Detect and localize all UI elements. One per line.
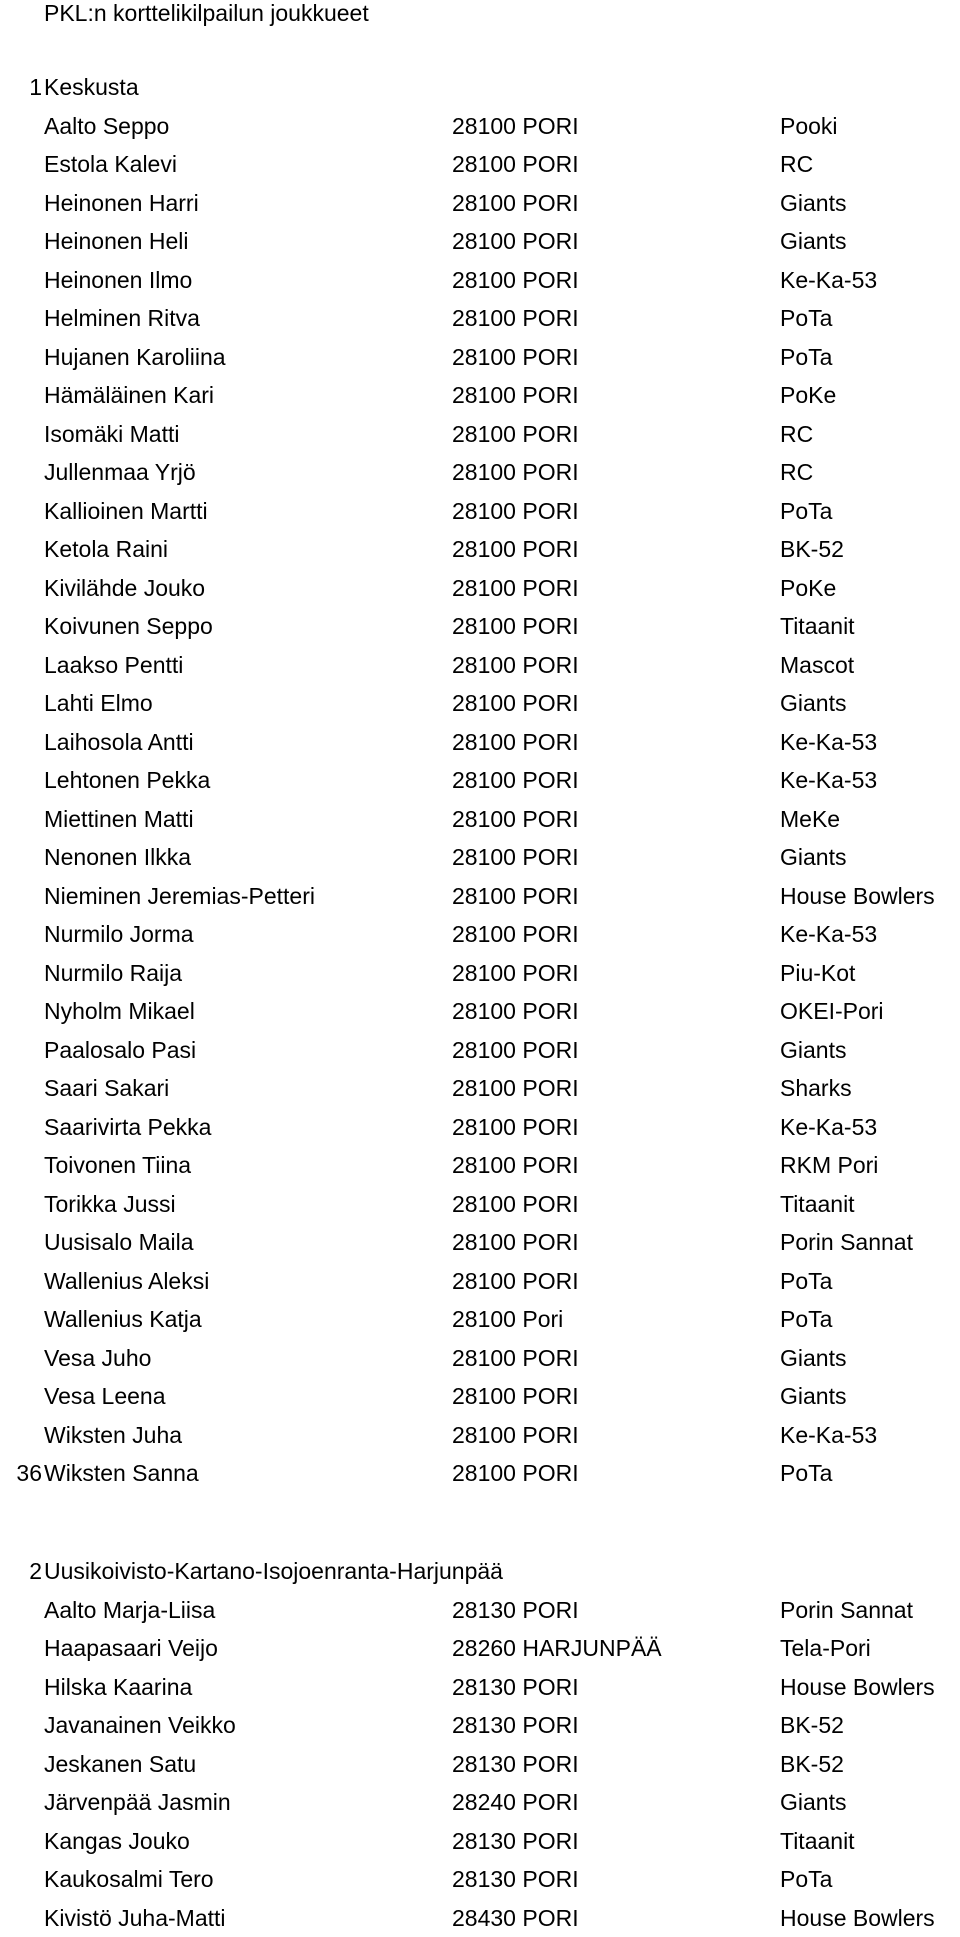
member-name: Koivunen Seppo xyxy=(44,613,213,639)
member-club: Ke-Ka-53 xyxy=(780,267,878,293)
member-address: 28100 PORI xyxy=(452,806,579,832)
member-club: PoKe xyxy=(780,382,837,408)
member-club: Titaanit xyxy=(780,1828,855,1854)
member-club: Giants xyxy=(780,228,847,254)
member-club: OKEI-Pori xyxy=(780,998,884,1024)
member-address: 28100 PORI xyxy=(452,575,579,601)
member-address: 28100 PORI xyxy=(452,883,579,909)
member-club: PoKe xyxy=(780,575,837,601)
group-heading xyxy=(0,68,960,106)
member-name: Vesa Juho xyxy=(44,1345,152,1371)
member-club: BK-52 xyxy=(780,1751,844,1777)
member-name: Estola Kalevi xyxy=(44,151,177,177)
member-club: MeKe xyxy=(780,806,841,832)
member-row xyxy=(0,800,960,838)
member-row xyxy=(0,915,960,953)
member-club: RKM Pori xyxy=(780,1152,879,1178)
member-address: 28100 PORI xyxy=(452,536,579,562)
member-address: 28100 PORI xyxy=(452,1037,579,1063)
member-club: RC xyxy=(780,151,814,177)
member-row xyxy=(0,184,960,222)
member-row xyxy=(0,1300,960,1338)
member-club: Pooki xyxy=(780,113,838,139)
member-address: 28100 PORI xyxy=(452,382,579,408)
member-row xyxy=(0,838,960,876)
member-address: 28100 PORI xyxy=(452,1229,579,1255)
member-address: 28100 Pori xyxy=(452,1306,564,1332)
member-name: Nieminen Jeremias-Petteri xyxy=(44,883,315,909)
member-address: 28130 PORI xyxy=(452,1751,579,1777)
member-row xyxy=(0,107,960,145)
member-name: Wiksten Sanna xyxy=(44,1460,199,1486)
member-name: Heinonen Ilmo xyxy=(44,267,193,293)
member-club: PoTa xyxy=(780,1306,833,1332)
member-name: Miettinen Matti xyxy=(44,806,194,832)
member-row xyxy=(0,1223,960,1261)
member-row xyxy=(0,261,960,299)
member-name: Kaukosalmi Tero xyxy=(44,1866,214,1892)
member-row xyxy=(0,1860,960,1898)
group-number: 1 xyxy=(29,74,42,100)
member-name: Haapasaari Veijo xyxy=(44,1635,218,1661)
member-row xyxy=(0,684,960,722)
member-club: Giants xyxy=(780,690,847,716)
member-club: Giants xyxy=(780,1383,847,1409)
member-name: Toivonen Tiina xyxy=(44,1152,192,1178)
member-club: Ke-Ka-53 xyxy=(780,1114,878,1140)
member-row xyxy=(0,1822,960,1860)
member-address: 28100 PORI xyxy=(452,960,579,986)
member-club: BK-52 xyxy=(780,536,844,562)
member-row xyxy=(0,1108,960,1146)
member-name: Helminen Ritva xyxy=(44,305,200,331)
member-address: 28100 PORI xyxy=(452,729,579,755)
member-address: 28130 PORI xyxy=(452,1597,579,1623)
member-name: Aalto Seppo xyxy=(44,113,170,139)
member-address: 28100 PORI xyxy=(452,1075,579,1101)
member-name: Kivilähde Jouko xyxy=(44,575,206,601)
member-row xyxy=(0,492,960,530)
member-row xyxy=(0,1745,960,1783)
member-club: BK-52 xyxy=(780,1712,844,1738)
member-row xyxy=(0,1706,960,1744)
member-address: 28100 PORI xyxy=(452,267,579,293)
member-name: Nurmilo Raija xyxy=(44,960,183,986)
member-row xyxy=(0,1339,960,1377)
member-club: Titaanit xyxy=(780,1191,855,1217)
member-name: Wallenius Aleksi xyxy=(44,1268,210,1294)
member-name: Lehtonen Pekka xyxy=(44,767,211,793)
member-address: 28100 PORI xyxy=(452,459,579,485)
member-address: 28100 PORI xyxy=(452,921,579,947)
member-address: 28100 PORI xyxy=(452,190,579,216)
group-name: Keskusta xyxy=(44,74,139,100)
member-name: Hämäläinen Kari xyxy=(44,382,215,408)
member-address: 28260 HARJUNPÄÄ xyxy=(452,1635,662,1661)
member-club: Porin Sannat xyxy=(780,1597,913,1623)
member-name: Aalto Marja-Liisa xyxy=(44,1597,216,1623)
member-row xyxy=(0,723,960,761)
member-club: Sharks xyxy=(780,1075,852,1101)
member-row xyxy=(0,761,960,799)
member-club: Giants xyxy=(780,1345,847,1371)
member-name: Lahti Elmo xyxy=(44,690,153,716)
member-club: Ke-Ka-53 xyxy=(780,1422,878,1448)
member-name: Nyholm Mikael xyxy=(44,998,195,1024)
member-address: 28130 PORI xyxy=(452,1828,579,1854)
member-club: Ke-Ka-53 xyxy=(780,729,878,755)
member-row xyxy=(0,1591,960,1629)
member-name: Laihosola Antti xyxy=(44,729,194,755)
member-club: Giants xyxy=(780,1037,847,1063)
member-row xyxy=(0,1069,960,1107)
member-name: Uusisalo Maila xyxy=(44,1229,194,1255)
member-row xyxy=(0,1185,960,1223)
member-address: 28100 PORI xyxy=(452,844,579,870)
member-address: 28100 PORI xyxy=(452,228,579,254)
member-name: Paalosalo Pasi xyxy=(44,1037,197,1063)
member-row xyxy=(0,1783,960,1821)
group-name: Uusikoivisto-Kartano-Isojoenranta-Harjunpää xyxy=(44,1558,503,1584)
member-address: 28130 PORI xyxy=(452,1674,579,1700)
member-club: RC xyxy=(780,421,814,447)
member-row xyxy=(0,1262,960,1300)
group-heading xyxy=(0,1552,960,1590)
member-club: PoTa xyxy=(780,1460,833,1486)
member-address: 28100 PORI xyxy=(452,113,579,139)
member-club: Tela-Pori xyxy=(780,1635,871,1661)
member-name: Kallioinen Martti xyxy=(44,498,208,524)
member-row xyxy=(0,1668,960,1706)
member-name: Vesa Leena xyxy=(44,1383,166,1409)
member-club: RC xyxy=(780,459,814,485)
member-club: PoTa xyxy=(780,1268,833,1294)
member-row xyxy=(0,1416,960,1454)
member-row xyxy=(0,954,960,992)
member-name: Saarivirta Pekka xyxy=(44,1114,212,1140)
member-row xyxy=(0,646,960,684)
member-club: Piu-Kot xyxy=(780,960,856,986)
member-name: Heinonen Harri xyxy=(44,190,199,216)
member-name: Torikka Jussi xyxy=(44,1191,176,1217)
member-row xyxy=(0,1629,960,1667)
member-name: Isomäki Matti xyxy=(44,421,180,447)
member-row xyxy=(0,607,960,645)
member-name: Saari Sakari xyxy=(44,1075,170,1101)
member-name: Kivistö Juha-Matti xyxy=(44,1905,226,1931)
member-address: 28100 PORI xyxy=(452,421,579,447)
member-name: Ketola Raini xyxy=(44,536,169,562)
member-club: House Bowlers xyxy=(780,1905,935,1931)
member-name: Wallenius Katja xyxy=(44,1306,202,1332)
member-address: 28130 PORI xyxy=(452,1712,579,1738)
member-row xyxy=(0,222,960,260)
member-row xyxy=(0,299,960,337)
member-address: 28100 PORI xyxy=(452,690,579,716)
member-name: Nurmilo Jorma xyxy=(44,921,194,947)
member-name: Heinonen Heli xyxy=(44,228,189,254)
member-address: 28100 PORI xyxy=(452,767,579,793)
member-club: Giants xyxy=(780,1789,847,1815)
member-name: Laakso Pentti xyxy=(44,652,184,678)
member-name: Jullenmaa Yrjö xyxy=(44,459,196,485)
member-club: Giants xyxy=(780,844,847,870)
member-address: 28100 PORI xyxy=(452,498,579,524)
member-address: 28100 PORI xyxy=(452,613,579,639)
member-name: Javanainen Veikko xyxy=(44,1712,236,1738)
member-address: 28100 PORI xyxy=(452,151,579,177)
member-row xyxy=(0,530,960,568)
member-row xyxy=(0,1454,960,1492)
member-row xyxy=(0,1146,960,1184)
member-club: House Bowlers xyxy=(780,1674,935,1700)
member-address: 28100 PORI xyxy=(452,1268,579,1294)
member-club: Titaanit xyxy=(780,613,855,639)
member-address: 28130 PORI xyxy=(452,1866,579,1892)
member-row xyxy=(0,877,960,915)
member-row xyxy=(0,992,960,1030)
member-club: Ke-Ka-53 xyxy=(780,767,878,793)
member-address: 28100 PORI xyxy=(452,1191,579,1217)
member-row xyxy=(0,453,960,491)
member-row xyxy=(0,376,960,414)
member-club: PoTa xyxy=(780,305,833,331)
member-address: 28240 PORI xyxy=(452,1789,579,1815)
member-name: Järvenpää Jasmin xyxy=(44,1789,231,1815)
member-club: Giants xyxy=(780,190,847,216)
member-name: Hilska Kaarina xyxy=(44,1674,193,1700)
member-club: Mascot xyxy=(780,652,855,678)
member-address: 28100 PORI xyxy=(452,1460,579,1486)
member-name: Nenonen Ilkka xyxy=(44,844,192,870)
page-title: PKL:n korttelikilpailun joukkueet xyxy=(44,0,369,26)
member-row xyxy=(0,569,960,607)
member-address: 28100 PORI xyxy=(452,998,579,1024)
member-club: Porin Sannat xyxy=(780,1229,913,1255)
member-address: 28100 PORI xyxy=(452,1383,579,1409)
member-name: Jeskanen Satu xyxy=(44,1751,197,1777)
member-address: 28100 PORI xyxy=(452,1345,579,1371)
member-address: 28100 PORI xyxy=(452,1152,579,1178)
member-name: Kangas Jouko xyxy=(44,1828,190,1854)
member-row xyxy=(0,1031,960,1069)
member-club: PoTa xyxy=(780,1866,833,1892)
member-address: 28100 PORI xyxy=(452,1114,579,1140)
member-address: 28100 PORI xyxy=(452,652,579,678)
member-club: House Bowlers xyxy=(780,883,935,909)
member-address: 28100 PORI xyxy=(452,344,579,370)
member-club: Ke-Ka-53 xyxy=(780,921,878,947)
member-address: 28100 PORI xyxy=(452,305,579,331)
group-number: 2 xyxy=(29,1558,42,1584)
member-name: Wiksten Juha xyxy=(44,1422,183,1448)
member-row xyxy=(0,338,960,376)
member-address: 28430 PORI xyxy=(452,1905,579,1931)
member-club: PoTa xyxy=(780,344,833,370)
member-address: 28100 PORI xyxy=(452,1422,579,1448)
member-row xyxy=(0,1377,960,1415)
member-count: 36 xyxy=(16,1460,42,1486)
member-name: Hujanen Karoliina xyxy=(44,344,226,370)
member-club: PoTa xyxy=(780,498,833,524)
member-row xyxy=(0,415,960,453)
member-row xyxy=(0,145,960,183)
